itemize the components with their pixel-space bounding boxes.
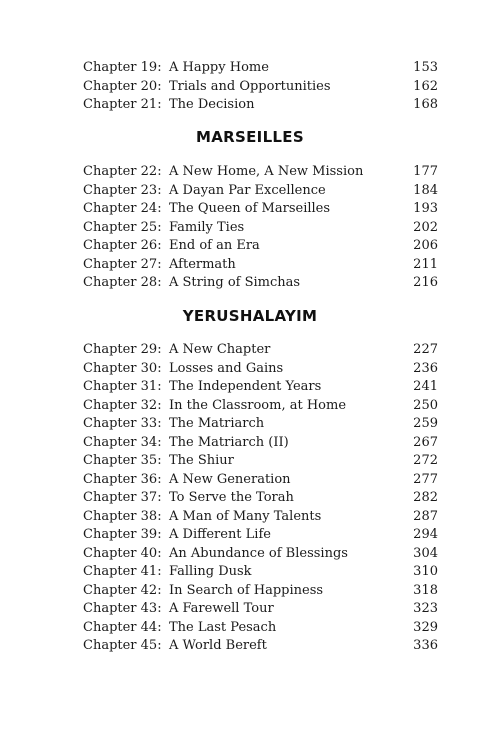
chapter-title: An Abundance of Blessings [169,545,348,561]
chapter-number: Chapter 37: [83,490,162,505]
page-number: 287 [413,508,438,524]
toc-entry [83,563,438,582]
chapter-number: Chapter 42: [83,582,162,598]
page-number: 184 [413,182,438,198]
toc-section-marseilles [83,163,438,293]
page-number: 259 [413,416,438,431]
chapter-title: A New Chapter [169,342,271,357]
chapter-title: A New Generation [169,471,291,487]
page-number: 177 [413,164,438,179]
page-number: 277 [413,471,438,487]
page-number: 168 [413,97,438,112]
page-number: 227 [413,342,438,357]
toc-entry [83,434,438,453]
toc-entry [83,200,438,219]
page-number: 318 [413,582,438,598]
toc-entry [83,600,438,619]
toc-section-yerushalayim [83,341,438,656]
toc-entry [83,256,438,275]
chapter-number: Chapter 41: [83,564,162,579]
toc-entry [83,415,438,434]
page-number: 193 [413,201,438,216]
toc-entry [83,378,438,397]
toc-entry [83,452,438,471]
page-number: 211 [413,256,438,272]
toc-entry [83,78,438,97]
chapter-title: Trials and Opportunities [169,78,331,94]
page-number: 304 [413,545,438,561]
toc-entry [83,526,438,545]
chapter-title: End of an Era [169,238,260,253]
page-number: 206 [413,238,438,253]
chapter-title: The Decision [169,97,255,112]
toc-entry [83,582,438,601]
chapter-number: Chapter 34: [83,434,162,450]
page-number: 336 [413,638,438,653]
page-number: 294 [413,527,438,542]
toc-entry [83,489,438,508]
chapter-number: Chapter 45: [83,638,162,653]
toc-section-continuation [83,59,438,115]
chapter-title: A New Home, A New Mission [169,164,364,179]
chapter-number: Chapter 25: [83,219,162,235]
chapter-title: A String of Simchas [169,275,301,290]
chapter-number: Chapter 32: [83,397,162,413]
chapter-title: Losses and Gains [169,360,284,376]
chapter-title: The Independent Years [169,379,322,394]
chapter-title: A Happy Home [169,60,269,75]
chapter-title: A Farewell Tour [169,601,274,616]
toc-entry [83,219,438,238]
chapter-number: Chapter 33: [83,416,162,431]
chapter-title: Falling Dusk [169,564,252,579]
page-number: 323 [413,601,438,616]
toc-entry [83,341,438,360]
toc-entry [83,637,438,656]
toc-entry [83,508,438,527]
toc-entry [83,397,438,416]
chapter-number: Chapter 44: [83,619,162,635]
chapter-number: Chapter 36: [83,471,162,487]
chapter-title: The Queen of Marseilles [169,201,331,216]
toc-entry [83,182,438,201]
toc-entry [83,545,438,564]
page-number: 236 [413,360,438,376]
chapter-number: Chapter 39: [83,527,162,542]
chapter-number: Chapter 26: [83,238,162,253]
page-number: 267 [413,434,438,450]
chapter-number: Chapter 38: [83,508,162,524]
section-heading-marseilles: MARSEILLES [196,128,304,146]
chapter-title: The Matriarch [169,416,265,431]
chapter-title: A Man of Many Talents [169,508,322,524]
toc-entry [83,163,438,182]
chapter-title: A Dayan Par Excellence [169,182,326,198]
chapter-title: A World Bereft [169,638,267,653]
toc-entry [83,274,438,293]
page-number: 153 [413,60,438,75]
chapter-number: Chapter 22: [83,164,162,179]
page-number: 250 [413,397,438,413]
chapter-number: Chapter 28: [83,275,162,290]
chapter-title: In Search of Happiness [169,582,324,598]
page-number: 272 [413,453,438,468]
chapter-title: A Different Life [169,527,271,542]
page-number: 310 [413,564,438,579]
chapter-number: Chapter 23: [83,182,162,198]
chapter-title: Aftermath [169,256,236,272]
chapter-number: Chapter 35: [83,453,162,468]
page-number: 162 [413,78,438,94]
chapter-title: To Serve the Torah [169,490,294,505]
toc-entry [83,96,438,115]
chapter-title: The Last Pesach [169,619,277,635]
chapter-number: Chapter 24: [83,201,162,216]
chapter-title: The Shiur [169,453,234,468]
toc-entry [83,59,438,78]
page-number: 216 [413,275,438,290]
chapter-number: Chapter 21: [83,97,162,112]
chapter-number: Chapter 29: [83,342,162,357]
page-number: 329 [413,619,438,635]
chapter-number: Chapter 31: [83,379,162,394]
section-heading-yerushalayim: YERUSHALAYIM [182,307,318,325]
chapter-number: Chapter 30: [83,360,162,376]
chapter-number: Chapter 19: [83,60,162,75]
toc-entry [83,237,438,256]
chapter-title: Family Ties [169,219,245,235]
chapter-number: Chapter 20: [83,78,162,94]
chapter-number: Chapter 27: [83,256,162,272]
toc-entry [83,360,438,379]
page-number: 241 [413,379,438,394]
toc-entry [83,619,438,638]
page-number: 202 [413,219,438,235]
chapter-number: Chapter 43: [83,601,162,616]
page-number: 282 [413,490,438,505]
chapter-number: Chapter 40: [83,545,162,561]
chapter-title: In the Classroom, at Home [169,397,347,413]
chapter-title: The Matriarch (II) [169,434,289,450]
toc-entry [83,471,438,490]
